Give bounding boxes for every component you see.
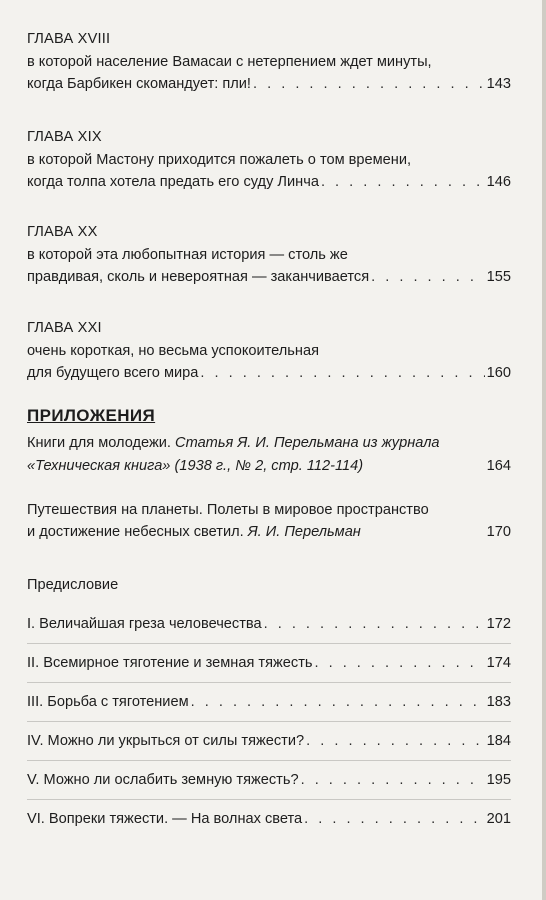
dot-leader [264,614,485,634]
toc-entry[interactable] [27,74,511,94]
toc-entry[interactable] [27,172,511,192]
toc-entry[interactable] [27,522,511,542]
appendix-item-author: Статья Я. И. Перельмана из журнала [175,435,440,451]
page-number: 143 [486,76,511,92]
appendix-item-text: и достижение небесных светил. [27,524,248,540]
dot-leader [191,692,485,712]
toc-entry[interactable] [27,770,511,790]
chapter-description: когда толпа хотела предать его суду Линча [27,174,319,190]
dot-leader [304,809,485,829]
page-number: 164 [486,458,511,474]
section-entry-title: I. Величайшая греза человечества [27,616,262,632]
page-number: 160 [486,365,511,381]
section-entry-title: IV. Можно ли укрыться от силы тяжести? [27,733,305,749]
toc-entry[interactable] [27,809,511,829]
toc-entry[interactable] [27,653,511,673]
page-number: 184 [486,733,511,749]
appendix-item-title: Путешествия на планеты. Полеты в мировое пространство [27,502,429,518]
dot-leader [200,363,484,383]
divider [27,643,511,644]
page-number: 174 [486,655,511,671]
chapter-heading: ГЛАВА XXI [27,320,102,336]
page-number: 170 [486,524,511,540]
section-entry-title: II. Всемирное тяготение и земная тяжесть [27,655,313,671]
toc-entry[interactable] [27,267,511,287]
section-title: ПРИЛОЖЕНИЯ [27,406,156,425]
toc-entry[interactable] [27,692,511,712]
chapter-heading: ГЛАВА XX [27,224,98,240]
chapter-description: когда Барбикен скомандует: пли! [27,76,251,92]
dot-leader [371,267,485,287]
toc-entry[interactable] [27,731,511,751]
section-entry-title: VI. Вопреки тяжести. — На волнах света [27,811,303,827]
page-number: 183 [486,694,511,710]
page-edge [542,0,546,900]
toc-entry[interactable] [27,363,511,383]
page-number: 172 [486,616,511,632]
chapter-description: для будущего всего мира [27,365,199,381]
chapter-description: в которой эта любопытная история — столь же [27,247,348,263]
appendix-item-title [27,433,511,453]
section-entry-title: III. Борьба с тяготением [27,694,189,710]
chapter-heading: ГЛАВА XVIII [27,31,111,47]
chapter-heading: ГЛАВА XIX [27,129,102,145]
appendix-item-author: Я. И. Перельман [247,524,361,540]
chapter-description: правдивая, сколь и невероятная — заканчивается [27,269,370,285]
divider [27,760,511,761]
chapter-description: в которой Мастону приходится пожалеть о том времени, [27,152,412,168]
toc-entry[interactable] [27,456,511,476]
toc-entry[interactable] [27,614,511,634]
appendix-item-text: Книги для молодежи. [27,435,176,451]
dot-leader [321,172,485,192]
divider [27,799,511,800]
dot-leader [253,74,485,94]
page-number: 195 [486,772,511,788]
preface-label: Предисловие [27,577,119,593]
section-entry-title: V. Можно ли ослабить земную тяжесть? [27,772,299,788]
page-number: 155 [486,269,511,285]
chapter-description: в которой население Вамасаи с нетерпением ждет минуты, [27,54,432,70]
divider [27,682,511,683]
page-number: 146 [486,174,511,190]
chapter-description: очень короткая, но весьма успокоительная [27,343,319,359]
dot-leader [306,731,485,751]
dot-leader [301,770,485,790]
appendix-item-source: «Техническая книга» (1938 г., № 2, стр. 112-114) [27,458,364,474]
dot-leader [314,653,484,673]
divider [27,721,511,722]
page-number: 201 [486,811,511,827]
